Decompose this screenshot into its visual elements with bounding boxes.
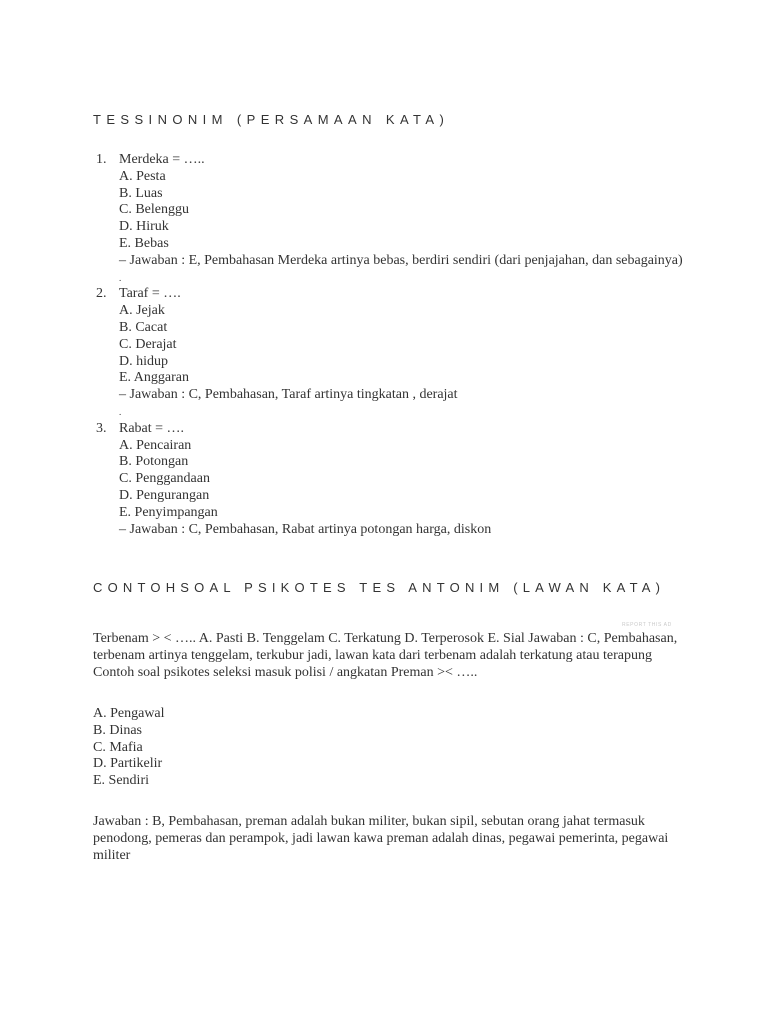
question-item [93,152,693,286]
option: E. Penyimpangan [119,504,218,520]
option: D. Partikelir [93,756,163,772]
option: E. Sendiri [93,773,149,789]
option: B. Luas [119,185,163,201]
option: C. Mafia [93,739,143,755]
option: A. Pencairan [119,437,192,453]
question-prompt: Taraf = …. [119,286,181,302]
option-list [93,706,683,790]
separator-dot: . [119,406,122,417]
answer-explanation: – Jawaban : C, Pembahasan, Rabat artinya potongan harga, diskon [119,521,492,537]
question-number: 3. [96,420,107,436]
option: E. Anggaran [119,370,189,386]
answer-explanation: – Jawaban : E, Pembahasan Merdeka artinya bebas, berdiri sendiri (dari penjajahan, dan sebagainya) [119,252,683,268]
option: B. Dinas [93,722,142,738]
antonym-paragraph: Terbenam > < ….. A. Pasti B. Tenggelam C. Terkatung D. Terperosok E. Sial Jawaban : C, Pembahasan, terbenam artinya tenggelam, terkubur jadi, lawan kata dari terbenam adalah terkatung atau terapung Contoh soal psikotes seleksi masuk polisi / angkatan Preman >< ….. [93,631,678,680]
question-item [93,286,693,420]
separator-dot: . [119,272,122,283]
question-prompt: Merdeka = ….. [119,152,205,167]
option: D. hidup [119,353,168,369]
question-item [93,421,693,539]
option: B. Cacat [119,319,168,335]
option: D. Pengurangan [119,487,210,503]
option: A. Jejak [119,303,165,319]
question-number: 2. [96,286,107,302]
question-list [93,152,693,538]
option: D. Hiruk [119,219,169,235]
answer-explanation: – Jawaban : C, Pembahasan, Taraf artinya tingkatan , derajat [119,387,458,403]
question-prompt: Rabat = …. [119,420,185,436]
section-heading-sinonim: TESSINONIM (PERSAMAAN KATA) [93,112,450,127]
option: E. Bebas [119,235,169,251]
answer-paragraph: Jawaban : B, Pembahasan, preman adalah bukan militer, bukan sipil, sebutan orang jahat termasuk penodong, pemeras dan perampok, jadi lawan kawa preman adalah dinas, pegawai pemerinta, pegawai militer [93,814,669,863]
option: A. Pesta [119,168,166,184]
section-heading-antonim: CONTOHSOAL PSIKOTES TES ANTONIM (LAWAN KATA) [93,580,666,595]
option: B. Potongan [119,454,189,470]
report-ad-link[interactable]: REPORT THIS AD [622,622,672,628]
option: A. Pengawal [93,706,165,721]
question-number: 1. [96,152,107,167]
option: C. Penggandaan [119,471,210,487]
option: C. Belenggu [119,202,189,218]
option: C. Derajat [119,336,177,352]
